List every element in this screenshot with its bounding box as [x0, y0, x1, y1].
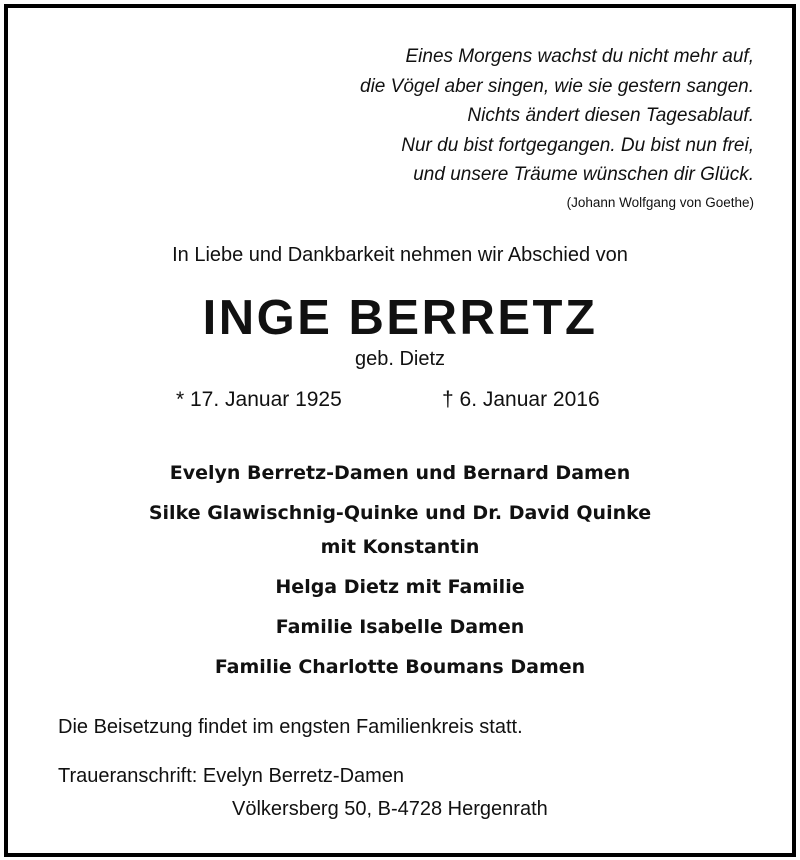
- mourner-entry: mit Konstantin: [320, 536, 480, 558]
- farewell-intro: In Liebe und Dankbarkeit nehmen wir Abschied von: [172, 244, 628, 266]
- obituary-notice: [4, 4, 796, 857]
- address-label-line: Traueranschrift: Evelyn Berretz-Damen: [58, 765, 405, 787]
- poem-line: die Vögel aber singen, wie sie gestern sangen.: [360, 75, 754, 97]
- maiden-name: geb. Dietz: [354, 348, 446, 370]
- birth-date: * 17. Januar 1925: [176, 388, 342, 411]
- mourner-entry: Familie Charlotte Boumans Damen: [214, 656, 586, 678]
- poem-line: und unsere Träume wünschen dir Glück.: [413, 164, 754, 185]
- death-date: † 6. Januar 2016: [442, 388, 600, 411]
- mourner-entry: Silke Glawischnig-Quinke und Dr. David Quinke: [148, 502, 652, 524]
- mourner-entry: Evelyn Berretz-Damen und Bernard Damen: [169, 462, 631, 484]
- address-street-line: Völkersberg 50, B-4728 Hergenrath: [232, 798, 548, 820]
- mourners-list: [8, 456, 792, 684]
- poem-line: Eines Morgens wachst du nicht mehr auf,: [405, 46, 754, 67]
- poem-line: Nichts ändert diesen Tagesablauf.: [467, 105, 754, 126]
- mourner-entry: Familie Isabelle Damen: [275, 616, 525, 638]
- mourning-address: [58, 760, 548, 826]
- poem-line: Nur du bist fortgegangen. Du bist nun frei,: [401, 134, 754, 156]
- poem: [360, 42, 754, 216]
- deceased-name: INGE BERRETZ: [202, 291, 598, 345]
- mourner-entry: Helga Dietz mit Familie: [275, 576, 525, 598]
- poem-source: (Johann Wolfgang von Goethe): [566, 194, 754, 210]
- burial-note: Die Beisetzung findet im engsten Familienkreis statt.: [58, 716, 523, 738]
